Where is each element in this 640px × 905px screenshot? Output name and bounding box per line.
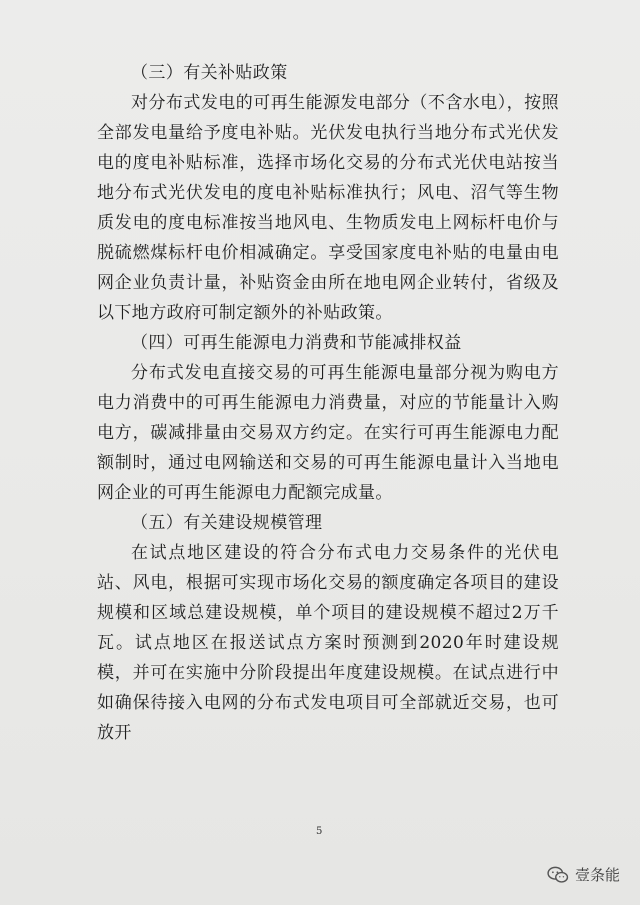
page-number: 5	[316, 826, 323, 837]
section-heading: （五）有关建设规模管理	[131, 513, 323, 533]
watermark-text: 壹条能	[574, 866, 620, 884]
section-paragraph: 对分布式发电的可再生能源发电部分（不含水电），按照全部发电量给予度电补贴。光伏发电执行当地分布式光伏发电的度电补贴标准，选择市场化交易的分布式光伏电站按当地分布式光伏发电的度电补贴标准执行；风电、沼气等生物质发电的度电标准按当地风电、生物质发电上网标杆电价与脱硫燃煤标杆电价相减确定。享受国家度电补贴的电量由电网企业负责计量，补贴资金由所在地电网企业转付，省级及以下地方政府可制定额外的补贴政策。	[97, 93, 559, 323]
document-body	[97, 58, 559, 748]
section-heading: （三）有关补贴政策	[131, 63, 288, 83]
section-paragraph: 在试点地区建设的符合分布式电力交易条件的光伏电站、风电，根据可实现市场化交易的额度确定各项目的建设规模和区域总建设规模，单个项目的建设规模不超过2万千瓦。试点地区在报送试点方案时预测到2020年时建设规模，并可在实施中分阶段提出年度建设规模。在试点进行中如确保待接入电网的分布式发电项目可全部就近交易，也可放开	[97, 543, 559, 743]
section-heading: （四）可再生能源电力消费和节能减排权益	[131, 333, 462, 353]
wechat-icon	[547, 866, 569, 884]
wechat-watermark	[547, 864, 620, 885]
section-paragraph: 分布式发电直接交易的可再生能源电量部分视为购电方电力消费中的可再生能源电力消费量，对应的节能量计入购电方，碳减排量由交易双方约定。在实行可再生能源电力配额制时，通过电网输送和交易的可再生能源电量计入当地电网企业的可再生能源电力配额完成量。	[97, 363, 559, 503]
